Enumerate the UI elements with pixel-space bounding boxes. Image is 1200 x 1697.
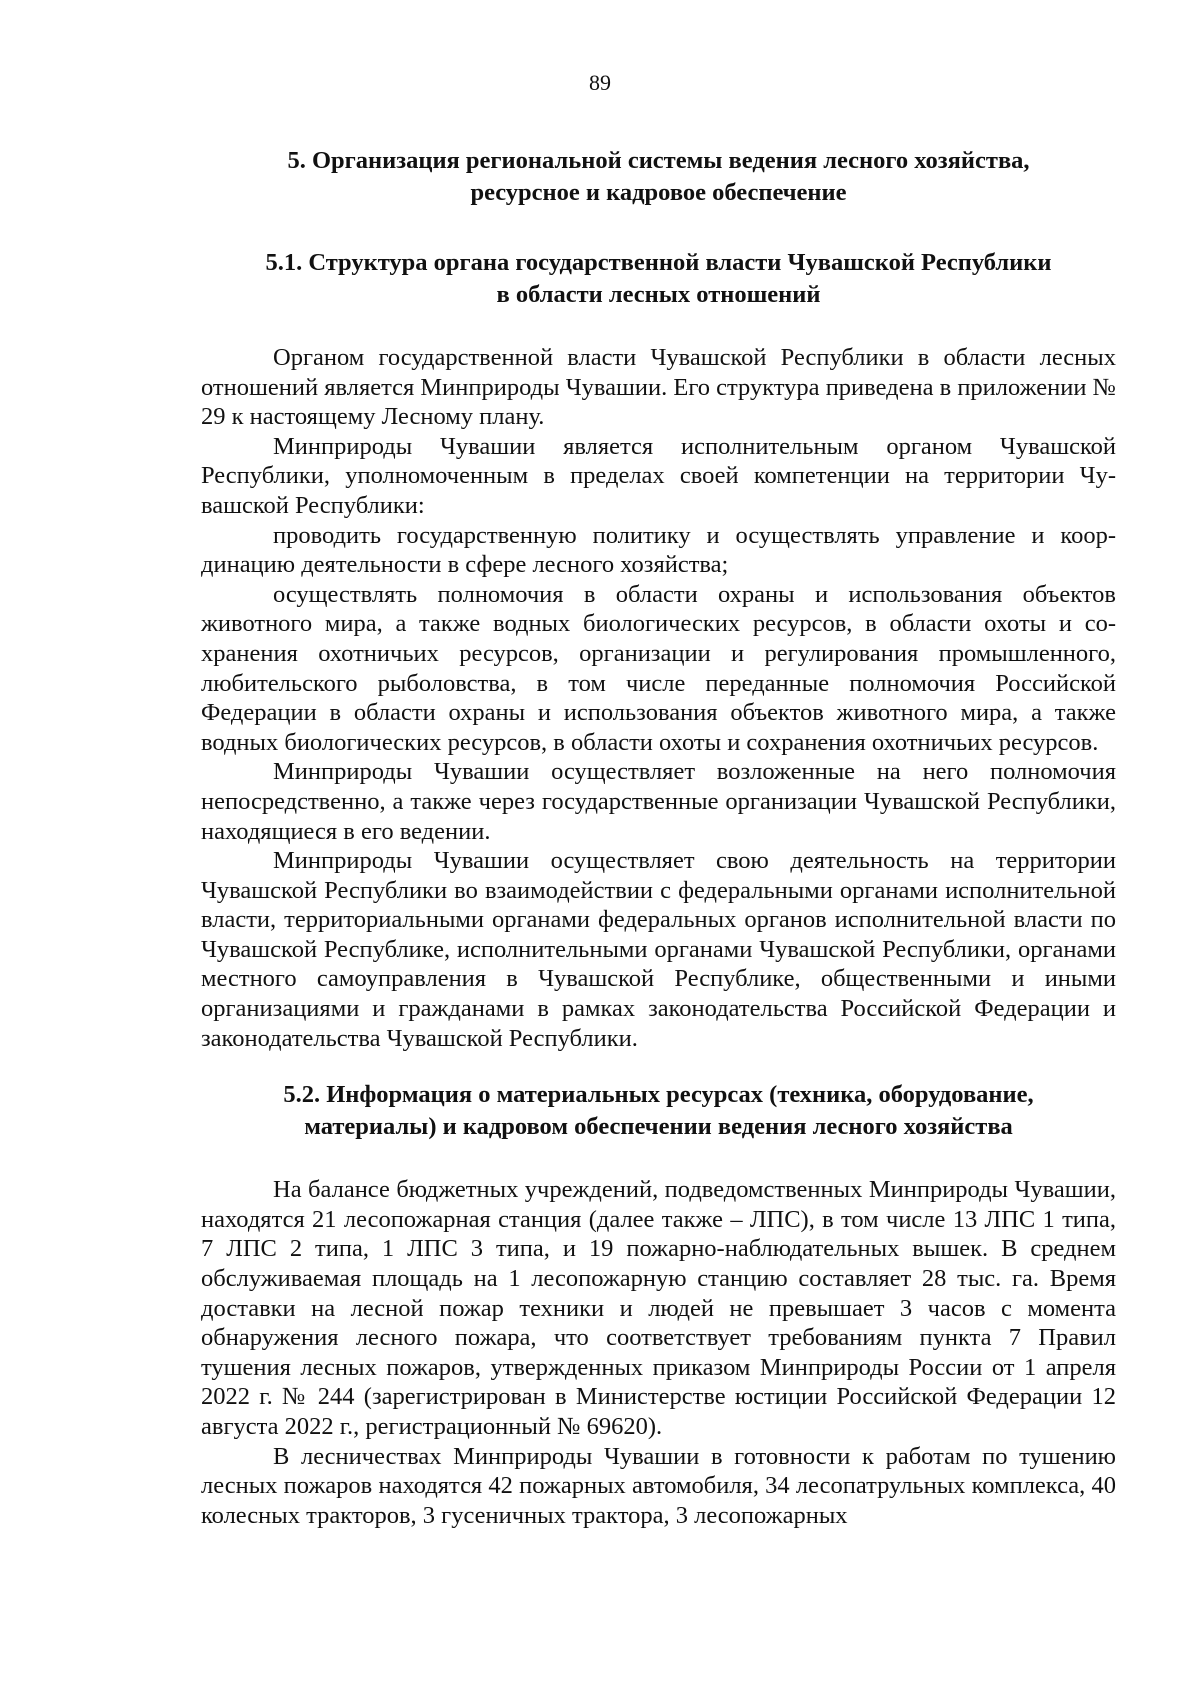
paragraph: проводить государственную политику и осуществлять управление и координацию деятельности в сфере лесного хозяйства; bbox=[201, 521, 1116, 579]
section-5-heading bbox=[201, 145, 1116, 209]
section-5-1-heading bbox=[201, 247, 1116, 311]
paragraph: Органом государственной власти Чувашской Республики в области лесных отношений является Минприроды Чувашии. Его структура приведена в приложении № 29 к настоящему Лесному плану. bbox=[201, 344, 1116, 431]
paragraph: На балансе бюджетных учреждений, подведомственных Минприроды Чувашии, находятся 21 лесопожарная станция (далее также – ЛПС), в том числе 13 ЛПС 1 типа, 7 ЛПС 2 типа, 1 ЛПС 3 типа, и 19 пожарно-наблюдательных вышек. В среднем обслуживаемая площадь на 1 лесопожарную станцию составляет 28 тыс. га. Время доставки на лесной пожар техники и людей не превышает 3 часов с момента обнаружения лесного пожара, что соответствует требованиям пункта 7 Правил тушения лесных пожаров, утвержденных приказом Минприроды России от 1 апреля 2022 г. № 244 (зарегистрирован в Министерстве юстиции Российской Федерации 12 августа 2022 г., регистрационный № 69620). bbox=[201, 1176, 1116, 1440]
section-5-heading-line-1: 5. Организация региональной системы ведения лесного хозяйства, bbox=[287, 147, 1030, 174]
section-5-2-body bbox=[201, 1175, 1116, 1530]
paragraph: осуществлять полномочия в области охраны и использования объектов животного мира, а также водных биологических ресурсов, в области охоты и сохранения охотничьих ресурсов, организации и регулирования промышленного, любительского рыболовства, в том числе переданные полномочия Российской Федерации в области охраны и использования объектов животного мира, а также водных биологических ресурсов, в области охоты и сохранения охотничьих ресурсов. bbox=[201, 580, 1116, 756]
section-5-2-heading-line-2: материалы) и кадровом обеспечении ведения лесного хозяйства bbox=[304, 1113, 1013, 1141]
paragraph: Минприроды Чувашии является исполнительным органом Чувашской Республики, уполномоченным в пределах своей компетенции на территории Чувашской Республики: bbox=[201, 432, 1116, 519]
document-body bbox=[201, 145, 1116, 1530]
section-5-1-heading-line-1: 5.1. Структура органа государственной власти Чувашской Республики bbox=[265, 249, 1052, 276]
section-5-heading-line-2: ресурсное и кадровое обеспечение bbox=[470, 179, 847, 206]
section-5-1-body bbox=[201, 343, 1116, 1053]
page-number: 89 bbox=[589, 70, 611, 95]
paragraph: Минприроды Чувашии осуществляет свою деятельность на территории Чувашской Республики во взаимодействии с федеральными органами исполнительной власти, территориальными органами федеральных органов исполнительной власти по Чувашской Республике, исполнительными органами Чувашской Республики, органами местного самоуправления в Чувашской Республике, общественными и иными организациями и гражданами в рамках законодательства Российской Федерации и законодательства Чувашской Республики. bbox=[201, 847, 1116, 1052]
paragraph: В лесничествах Минприроды Чувашии в готовности к работам по тушению лесных пожаров находятся 42 пожарных автомобиля, 34 лесопатрульных комплекса, 40 колесных тракторов, 3 гусеничных трактора, 3 лесопожарных bbox=[201, 1442, 1116, 1529]
paragraph: Минприроды Чувашии осуществляет возложенные на него полномочия непосредственно, а также через государственные организации Чувашской Республики, находящиеся в его ведении. bbox=[201, 758, 1116, 845]
section-5-1-heading-line-2: в области лесных отношений bbox=[496, 281, 821, 308]
section-5-2-heading-line-1: 5.2. Информация о материальных ресурсах (техника, оборудование, bbox=[283, 1081, 1034, 1109]
section-5-2-heading bbox=[201, 1079, 1116, 1143]
